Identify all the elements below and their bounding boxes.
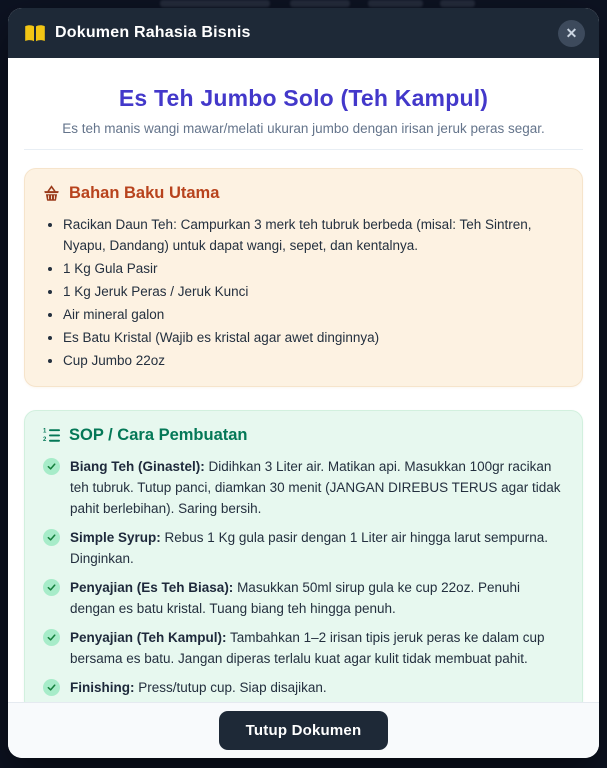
- sop-step-label: Penyajian (Es Teh Biasa):: [70, 580, 234, 595]
- svg-text:2: 2: [43, 437, 47, 444]
- list-item: • Racikan Daun Teh: Campurkan 3 merk teh tubruk berbeda (misal: Teh Sintren, Nyapu, Dandang) untuk dapat wangi, sepet, dan kentalnya.: [63, 214, 564, 256]
- sop-panel: [24, 410, 583, 702]
- sop-step-detail: Tambahkan 1–2 irisan tipis jeruk peras ke dalam cup bersama es batu. Jangan diperas terlalu kuat agar kulit tidak membuat pahit.: [70, 630, 545, 666]
- page-subtitle: Es teh manis wangi mawar/melati ukuran jumbo dengan irisan jeruk peras segar.: [62, 121, 545, 136]
- list-item: • Es Batu Kristal (Wajib es kristal agar awet dinginnya): [63, 327, 564, 348]
- modal-footer: [8, 702, 599, 758]
- sop-heading: [43, 426, 564, 445]
- check-icon: [43, 579, 60, 596]
- background-blur-shape: [368, 0, 423, 7]
- list-item: • 1 Kg Jeruk Peras / Jeruk Kunci: [63, 281, 564, 302]
- sop-step-label: Finishing:: [70, 680, 135, 695]
- close-document-button[interactable]: Tutup Dokumen: [219, 711, 389, 750]
- background-blur-shape: [290, 0, 350, 7]
- background-blur-shape: [160, 0, 270, 7]
- sop-step: [43, 677, 564, 698]
- open-book-icon: [24, 24, 46, 43]
- document-modal: [8, 8, 599, 758]
- sop-step-label: Simple Syrup:: [70, 530, 161, 545]
- sop-step: [43, 627, 564, 669]
- sop-step-label: Biang Teh (Ginastel):: [70, 459, 205, 474]
- sop-step-detail: Rebus 1 Kg gula pasir dengan 1 Liter air hingga larut sempurna. Dinginkan.: [70, 530, 549, 566]
- sop-heading-label: SOP / Cara Pembuatan: [69, 426, 248, 444]
- divider: [24, 149, 583, 150]
- list-item: • Cup Jumbo 22oz: [63, 350, 564, 371]
- ingredients-panel: [24, 168, 583, 387]
- page-title: Es Teh Jumbo Solo (Teh Kampul): [118, 85, 489, 111]
- list-item: • 1 Kg Gula Pasir: [63, 258, 564, 279]
- sop-step-label: Penyajian (Teh Kampul):: [70, 630, 227, 645]
- document-body: [8, 58, 599, 702]
- sop-step-text: [70, 627, 564, 669]
- background-blur-shape: [440, 0, 475, 7]
- sop-step-text: [70, 527, 564, 569]
- shopping-basket-icon: [43, 185, 60, 202]
- check-icon: [43, 679, 60, 696]
- sop-step-text: [70, 677, 327, 698]
- modal-header: [8, 8, 599, 58]
- check-icon: [43, 629, 60, 646]
- sop-step-detail: Masukkan 50ml sirup gula ke cup 22oz. Penuhi dengan es batu kristal. Tuang biang teh hingga penuh.: [70, 580, 520, 616]
- modal-title: Dokumen Rahasia Bisnis: [55, 24, 251, 41]
- sop-step: [43, 577, 564, 619]
- ingredients-heading: [43, 184, 564, 203]
- ordered-list-icon: [43, 427, 60, 444]
- close-icon: ✕: [565, 25, 578, 41]
- sop-step-detail: Press/tutup cup. Siap disajikan.: [134, 680, 327, 695]
- sop-step-text: [70, 456, 564, 519]
- ingredient-list: [43, 214, 564, 371]
- sop-step-list: [43, 456, 564, 698]
- svg-text:1: 1: [43, 428, 47, 435]
- sop-step: [43, 527, 564, 569]
- check-icon: [43, 529, 60, 546]
- sop-step-detail: Didihkan 3 Liter air. Matikan api. Masukkan 100gr racikan teh tubruk. Tutup panci, diamkan 30 menit (JANGAN DIREBUS TERUS agar tidak pahit berlebihan). Saring bersih.: [70, 459, 561, 516]
- sop-step: [43, 456, 564, 519]
- close-button[interactable]: [558, 20, 585, 47]
- ingredients-heading-label: Bahan Baku Utama: [69, 184, 220, 202]
- sop-step-text: [70, 577, 564, 619]
- list-item: • Air mineral galon: [63, 304, 564, 325]
- check-icon: [43, 458, 60, 475]
